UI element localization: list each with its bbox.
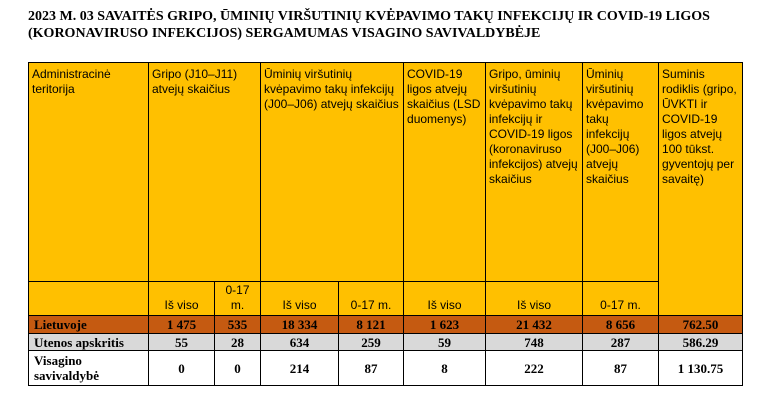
row-name: Lietuvoje xyxy=(29,316,149,334)
cell-combined-total: 222 xyxy=(486,351,583,386)
incidence-table xyxy=(28,62,743,386)
cell-combined-total: 748 xyxy=(486,334,583,351)
cell-rate: 586.29 xyxy=(659,334,743,351)
subheader-row xyxy=(29,282,743,316)
cell-flu-total: 0 xyxy=(149,351,215,386)
cell-flu-total: 55 xyxy=(149,334,215,351)
subheader-uvkti-children: 0-17 m. xyxy=(339,282,404,316)
cell-rate: 1 130.75 xyxy=(659,351,743,386)
cell-children-017: 87 xyxy=(583,351,659,386)
header-row xyxy=(29,63,743,282)
document-title: 2023 M. 03 SAVAITĖS GRIPO, ŪMINIŲ VIRŠUTINIŲ KVĖPAVIMO TAKŲ INFEKCIJŲ IR COVID-19 LIGOS (KORONAVIRUSO INFEKCIJOS) SERGAMUMAS VISAGINO SAVIVALDYBĖJE xyxy=(28,9,710,41)
cell-children-017: 287 xyxy=(583,334,659,351)
subheader-flu-total: Iš viso xyxy=(149,282,215,316)
header-rate: Suminis rodiklis (gripo, ŪVKTI ir COVID-19 ligos atvejų 100 tūkst. gyventojų per savaitę) xyxy=(659,63,743,316)
cell-uvkti-children: 8 121 xyxy=(339,316,404,334)
subheader-children-017: 0-17 m. xyxy=(583,282,659,316)
header-flu: Gripo (J10–J11) atvejų skaičius xyxy=(149,63,261,282)
header-territory: Administracinė teritorija xyxy=(29,63,149,282)
cell-uvkti-children: 259 xyxy=(339,334,404,351)
cell-covid-total: 59 xyxy=(404,334,486,351)
subheader-uvkti-total: Iš viso xyxy=(261,282,339,316)
header-uvkti: Ūminių viršutinių kvėpavimo takų infekcijų (J00–J06) atvejų skaičius xyxy=(261,63,404,282)
subheader-combined-total: Iš viso xyxy=(486,282,583,316)
header-combined: Gripo, ūminių viršutinių kvėpavimo takų infekcijų ir COVID-19 ligos (koronaviruso infekcijos) atvejų skaičius xyxy=(486,63,583,282)
cell-flu-children: 535 xyxy=(215,316,261,334)
row-name: Visagino savivaldybė xyxy=(29,351,149,386)
subheader-covid-total: Iš viso xyxy=(404,282,486,316)
cell-rate: 762.50 xyxy=(659,316,743,334)
cell-flu-children: 28 xyxy=(215,334,261,351)
cell-uvkti-total: 634 xyxy=(261,334,339,351)
cell-flu-children: 0 xyxy=(215,351,261,386)
cell-uvkti-children: 87 xyxy=(339,351,404,386)
cell-covid-total: 1 623 xyxy=(404,316,486,334)
header-uvkti-children: Ūminių viršutinių kvėpavimo takų infekcijų (J00–J06) atvejų skaičius xyxy=(583,63,659,282)
table-row xyxy=(29,316,743,334)
subheader-flu-children: 0-17 m. xyxy=(215,282,261,316)
table-row xyxy=(29,351,743,386)
cell-combined-total: 21 432 xyxy=(486,316,583,334)
header-covid: COVID-19 ligos atvejų skaičius (LSD duomenys) xyxy=(404,63,486,282)
row-name: Utenos apskritis xyxy=(29,334,149,351)
cell-uvkti-total: 18 334 xyxy=(261,316,339,334)
cell-children-017: 8 656 xyxy=(583,316,659,334)
cell-flu-total: 1 475 xyxy=(149,316,215,334)
cell-covid-total: 8 xyxy=(404,351,486,386)
cell-uvkti-total: 214 xyxy=(261,351,339,386)
table-row xyxy=(29,334,743,351)
subheader-blank xyxy=(29,282,149,316)
